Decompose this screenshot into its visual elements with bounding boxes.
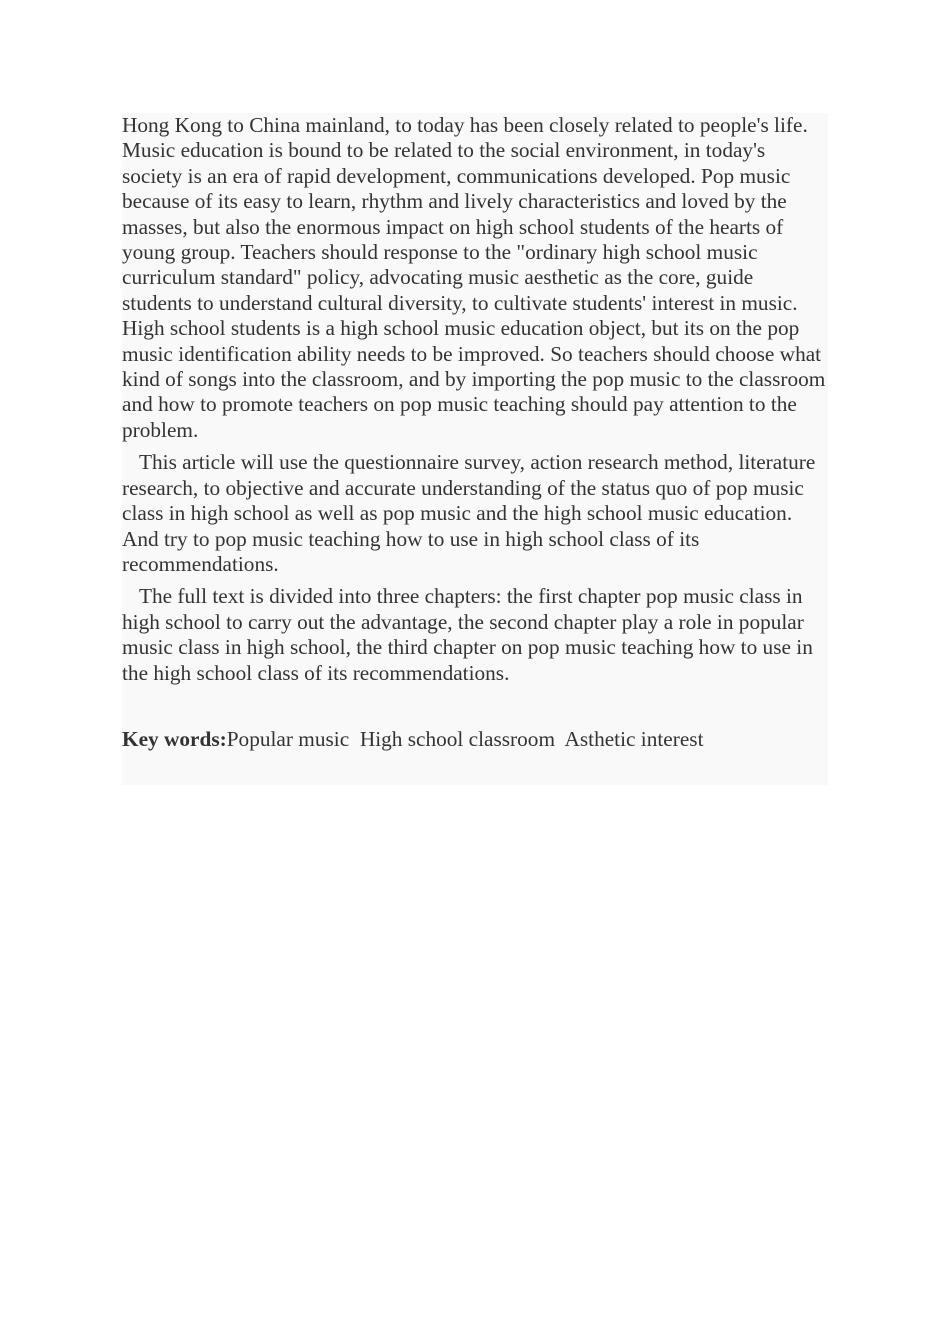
abstract-text-block (122, 113, 828, 785)
abstract-paragraph-2: This article will use the questionnaire survey, action research method, literature research, to objective and accurate understanding of the status quo of pop music class in high school as well as pop music and the high school music education. And try to pop music teaching how to use in high school class of its recommendations. (122, 450, 816, 576)
keywords-label: Key words: (122, 726, 227, 751)
abstract-paragraph-3: The full text is divided into three chapters: the first chapter pop music class in high school to carry out the advantage, the second chapter play a role in popular music class in high school, the third chapter on pop music teaching how to use in the high school class of its recommendations. (122, 584, 813, 685)
abstract-paragraph-1: Hong Kong to China mainland, to today has been closely related to people's life. Music education is bound to be related to the social environment, in today's society is an era of rapid development, communications developed. Pop music because of its easy to learn, rhythm and lively characteristics and loved by the masses, but also the enormous impact on high school students of the hearts of young group. Teachers should response to the "ordinary high school music curriculum standard" policy, advocating music aesthetic as the core, guide students to understand cultural diversity, to cultivate students' interest in music. High school students is a high school music education object, but its on the pop music identification ability needs to be improved. So teachers should choose what kind of songs into the classroom, and by importing the pop music to the classroom and how to promote teachers on pop music teaching should pay attention to the problem. (122, 113, 826, 442)
keywords-line (122, 727, 828, 752)
keyword-term: Asthetic interest (564, 726, 704, 751)
keyword-term: Popular music (226, 726, 350, 751)
keyword-term: High school classroom (359, 726, 556, 751)
